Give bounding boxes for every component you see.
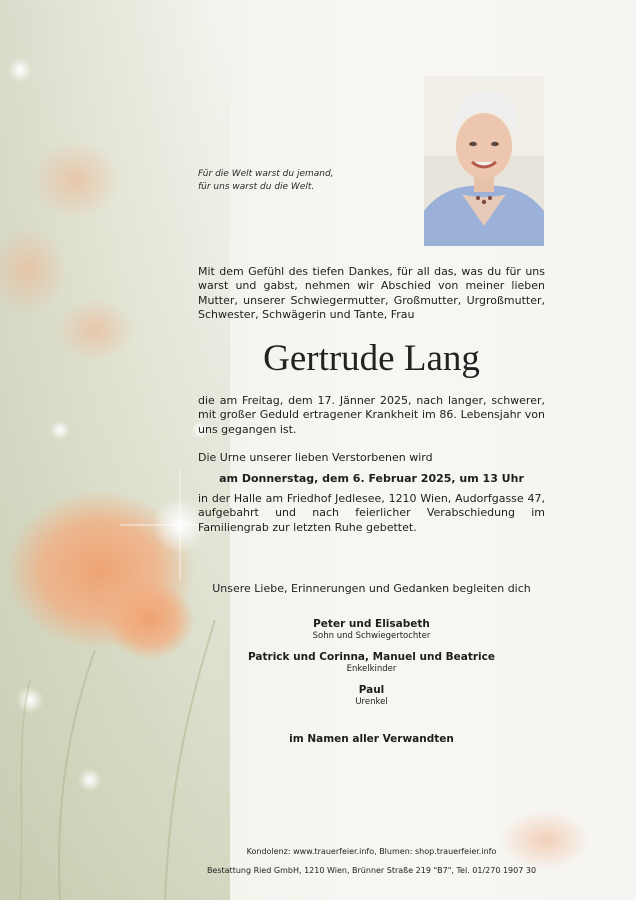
mourner-entry: [198, 651, 545, 675]
location-text: in der Halle am Friedhof Jedlesee, 1210 Wien, Audorfgasse 47, aufgebahrt und nach feierlicher Verabschiedung im Familiengrab zur letzten Ruhe gebettet.: [198, 492, 545, 534]
portrait-photo: [424, 76, 544, 246]
mourner-relation: Urenkel: [355, 697, 388, 707]
mourner-names: Patrick und Corinna, Manuel und Beatrice: [248, 651, 495, 663]
mourner-entry: [198, 618, 545, 642]
deceased-name: Gertrude Lang: [263, 338, 480, 379]
footer-condolence: Kondolenz: www.trauerfeier.info, Blumen: shop.trauerfeier.info: [246, 847, 497, 856]
urn-text: Die Urne unserer lieben Verstorbenen wird: [198, 451, 433, 464]
mourner-entry: [198, 684, 545, 708]
mourner-relation: Sohn und Schwiegertochter: [312, 631, 431, 641]
mourner-relation: Enkelkinder: [346, 664, 397, 674]
passing-text: die am Freitag, dem 17. Jänner 2025, nach langer, schwerer, mit großer Geduld ertragener Krankheit im 86. Lebensjahr von uns gegangen ist.: [198, 394, 545, 436]
ceremony-date: am Donnerstag, dem 6. Februar 2025, um 13 Uhr: [219, 472, 524, 485]
portrait-illustration: [424, 76, 544, 246]
mourner-names: Paul: [358, 684, 385, 696]
footer-undertaker: Bestattung Ried GmbH, 1210 Wien, Brünner Straße 219 "B7", Tel. 01/270 1907 30: [206, 866, 537, 875]
quote-line-2: für uns warst du die Welt.: [198, 182, 315, 192]
memorial-quote: [198, 168, 334, 194]
intro-text: Mit dem Gefühl des tiefen Dankes, für all das, was du für uns warst und gabst, nehmen wir Abschied von meiner lieben Mutter, unserer Schwiegermutter, Großmutter, Urgroßmutter, Schwester, Schwägerin und Tante, Frau: [198, 265, 545, 321]
closing-text: Unsere Liebe, Erinnerungen und Gedanken begleiten dich: [212, 582, 531, 595]
quote-line-1: Für die Welt warst du jemand,: [198, 169, 334, 179]
mourner-names: Peter und Elisabeth: [313, 618, 430, 630]
all-relatives: im Namen aller Verwandten: [289, 733, 454, 745]
